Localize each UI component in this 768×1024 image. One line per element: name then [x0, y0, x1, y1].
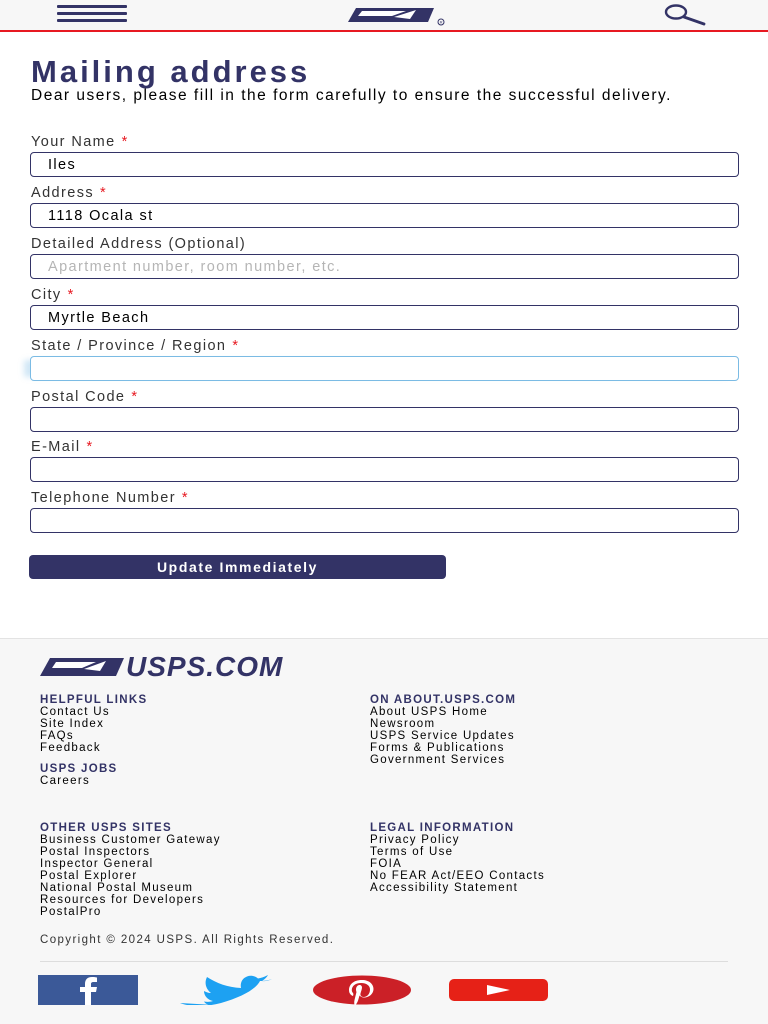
- address-input[interactable]: [30, 203, 739, 228]
- menu-bar: [57, 12, 127, 15]
- about-list: [370, 706, 516, 766]
- phone-label-text: Telephone Number: [31, 490, 176, 506]
- city-input[interactable]: [30, 305, 739, 330]
- usps-eagle-logo[interactable]: [348, 6, 448, 26]
- about-heading: ON ABOUT.USPS.COM: [370, 694, 517, 706]
- footer-link[interactable]: About USPS Home: [370, 706, 488, 718]
- footer-link[interactable]: FAQs: [40, 730, 74, 742]
- form-intro: Dear users, please fill in the form carefully to ensure the successful delivery.: [31, 87, 672, 104]
- other-sites-section: [40, 822, 221, 918]
- copyright-text: Copyright © 2024 USPS. All Rights Reserved.: [40, 934, 335, 946]
- footer-link[interactable]: PostalPro: [40, 906, 102, 918]
- footer-link[interactable]: Careers: [40, 775, 91, 787]
- phone-label: [31, 490, 189, 506]
- address-label-text: Address: [31, 185, 94, 201]
- usps-eagle-logo: [40, 656, 124, 678]
- detailed-address-label: [31, 236, 246, 252]
- menu-bar: [57, 19, 127, 22]
- footer-link[interactable]: Forms & Publications: [370, 742, 505, 754]
- footer-divider: [40, 961, 728, 962]
- required-marker: *: [121, 134, 129, 150]
- footer-link[interactable]: Privacy Policy: [370, 834, 460, 846]
- phone-input[interactable]: [30, 508, 739, 533]
- required-marker: *: [181, 490, 189, 506]
- facebook-icon[interactable]: [38, 975, 138, 1005]
- twitter-icon[interactable]: [176, 975, 274, 1005]
- footer-link[interactable]: Resources for Developers: [40, 894, 205, 906]
- usps-jobs-heading: USPS JOBS: [40, 763, 118, 775]
- footer-logo-text: USPS.COM: [126, 651, 284, 682]
- search-icon[interactable]: [652, 3, 708, 27]
- usps-jobs-list: [40, 775, 118, 787]
- state-label: [31, 338, 239, 354]
- hamburger-menu-icon[interactable]: [57, 3, 129, 23]
- footer-link[interactable]: No FEAR Act/EEO Contacts: [370, 870, 546, 882]
- legal-heading: LEGAL INFORMATION: [370, 822, 515, 834]
- required-marker: *: [67, 287, 75, 303]
- legal-list: [370, 834, 545, 894]
- required-marker: *: [100, 185, 108, 201]
- email-label: [31, 439, 94, 455]
- footer-link[interactable]: National Postal Museum: [40, 882, 194, 894]
- city-label: [31, 287, 75, 303]
- footer-link[interactable]: USPS Service Updates: [370, 730, 515, 742]
- footer-link[interactable]: Accessibility Statement: [370, 882, 519, 894]
- footer-link[interactable]: Government Services: [370, 754, 506, 766]
- footer-link[interactable]: Terms of Use: [370, 846, 454, 858]
- page-title: Mailing address: [31, 54, 311, 89]
- name-input[interactable]: [30, 152, 739, 177]
- helpful-links-list: [40, 706, 147, 754]
- pinterest-icon[interactable]: [312, 975, 412, 1005]
- youtube-icon[interactable]: [449, 975, 549, 1005]
- postal-code-label: [31, 389, 138, 405]
- address-label: [31, 185, 107, 201]
- footer-link[interactable]: Feedback: [40, 742, 101, 754]
- svg-text:R: R: [439, 19, 443, 25]
- detailed-address-label-text: Detailed Address (Optional): [31, 236, 247, 252]
- state-input[interactable]: [30, 356, 739, 381]
- required-marker: *: [232, 338, 240, 354]
- footer-link[interactable]: Postal Explorer: [40, 870, 138, 882]
- usps-jobs-section: [40, 763, 118, 787]
- footer-link[interactable]: FOIA: [370, 858, 403, 870]
- detailed-address-input[interactable]: [30, 254, 739, 279]
- required-marker: *: [86, 439, 94, 455]
- about-section: [370, 694, 516, 766]
- city-label-text: City: [31, 287, 62, 303]
- state-label-text: State / Province / Region: [31, 338, 227, 354]
- footer-link[interactable]: Inspector General: [40, 858, 154, 870]
- menu-bar: [57, 5, 127, 8]
- required-marker: *: [131, 389, 139, 405]
- footer-link[interactable]: Site Index: [40, 718, 105, 730]
- footer-logo[interactable]: [40, 651, 470, 682]
- footer-link[interactable]: Business Customer Gateway: [40, 834, 221, 846]
- site-header: [0, 0, 768, 32]
- legal-section: [370, 822, 545, 894]
- helpful-links-heading: HELPFUL LINKS: [40, 694, 148, 706]
- postal-code-input[interactable]: [30, 407, 739, 432]
- helpful-links-section: [40, 694, 147, 754]
- email-label-text: E-Mail: [31, 439, 81, 455]
- postal-code-label-text: Postal Code: [31, 389, 126, 405]
- other-sites-list: [40, 834, 221, 918]
- name-label: [31, 134, 129, 150]
- site-footer: [0, 638, 768, 1024]
- footer-link[interactable]: Newsroom: [370, 718, 436, 730]
- name-label-text: Your Name: [31, 134, 116, 150]
- footer-link[interactable]: Contact Us: [40, 706, 110, 718]
- email-input[interactable]: [30, 457, 739, 482]
- footer-link[interactable]: Postal Inspectors: [40, 846, 151, 858]
- update-immediately-button[interactable]: Update Immediately: [29, 555, 446, 579]
- other-sites-heading: OTHER USPS SITES: [40, 822, 172, 834]
